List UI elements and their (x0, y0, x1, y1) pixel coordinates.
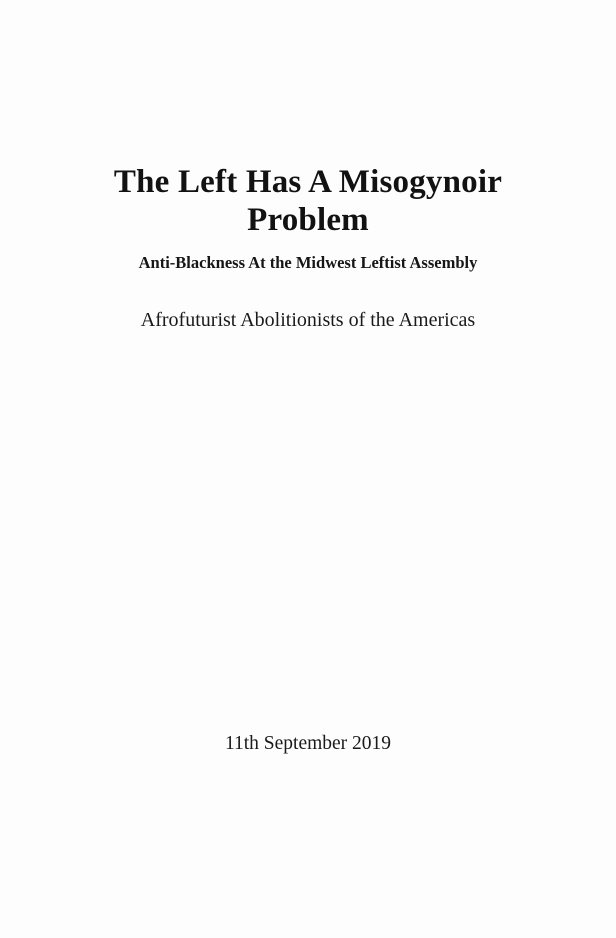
title-block (0, 163, 616, 239)
document-author: Afrofuturist Abolitionists of the Americas (140, 309, 476, 331)
document-title: The Left Has A Misogynoir Problem (113, 164, 503, 238)
document-date: 11th September 2019 (224, 733, 392, 754)
document-subtitle: Anti-Blackness At the Midwest Leftist Assembly (138, 253, 478, 272)
